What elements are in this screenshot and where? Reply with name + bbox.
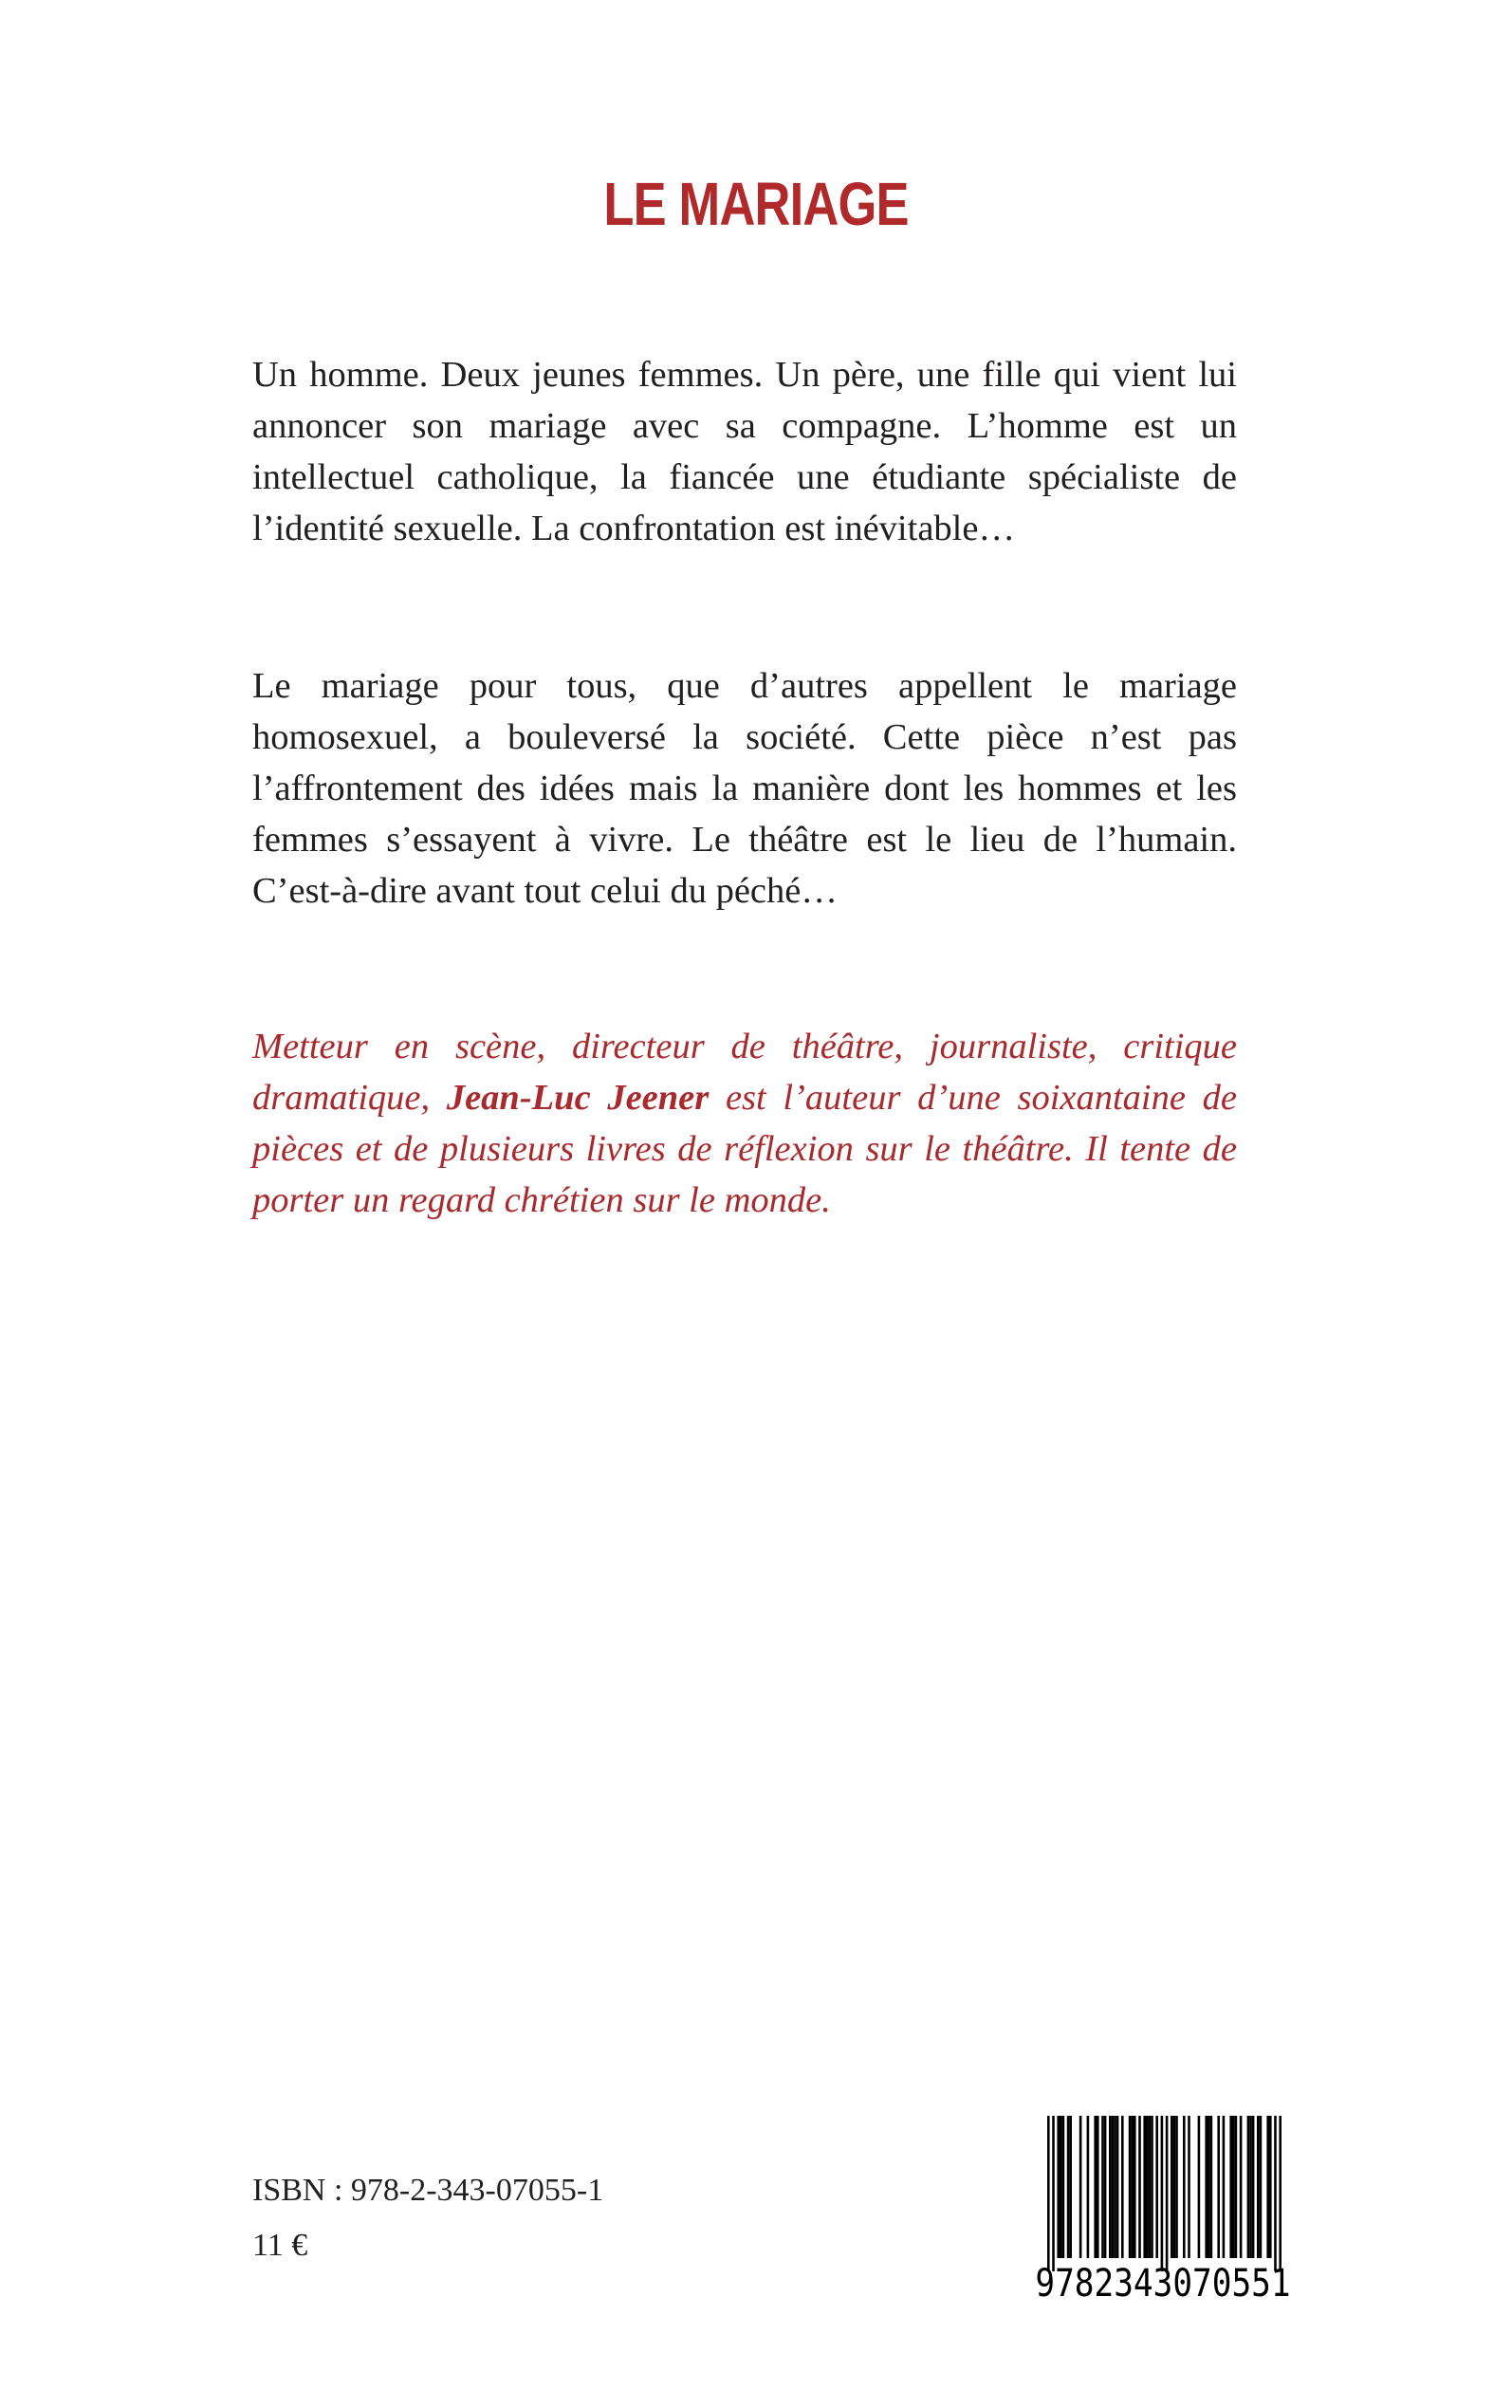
barcode-bar [1208, 2116, 1210, 2258]
barcode-bar [1116, 2116, 1119, 2258]
barcode-bar [1235, 2116, 1238, 2258]
barcode-bar [1229, 2116, 1232, 2258]
barcode-bar [1094, 2116, 1097, 2258]
barcode-bar [1138, 2116, 1141, 2258]
barcode-bar [1173, 2116, 1176, 2258]
barcode-bar [1260, 2116, 1263, 2258]
summary-paragraph-1: Un homme. Deux jeunes femmes. Un père, une fille qui vient lui annoncer son mariage avec sa compagne. L’homme est un intellectuel catholique, la fiancée une étudiante spécialiste de l’identité sexuelle. La confrontation est inévitable… [252, 355, 1237, 548]
book-title: LE MARIAGE [603, 170, 909, 238]
barcode-bar [1149, 2116, 1152, 2258]
barcode-bar [1062, 2116, 1065, 2258]
price: 11 € [252, 2228, 308, 2263]
barcode-bar [1079, 2116, 1082, 2258]
barcode-bar [1060, 2116, 1062, 2258]
barcode-bar [1171, 2116, 1173, 2258]
barcode-bar [1057, 2116, 1060, 2258]
barcode-bar [1161, 2116, 1164, 2271]
barcode-bar [1198, 2116, 1201, 2258]
barcode-bar [1047, 2116, 1050, 2271]
author-bio [252, 1021, 1237, 1226]
barcode-bar [1134, 2116, 1136, 2258]
barcode-bar [1240, 2116, 1243, 2258]
barcode-bar [1274, 2116, 1277, 2271]
barcode-bar [1109, 2116, 1112, 2258]
author-bio-rest: est l’auteur d’une soixantaine de pièces et de plusieurs livres de réflexion sur le théâtre. Il tente de porter un regard chrétien sur le monde. [252, 1078, 1237, 1220]
barcode-bar [1210, 2116, 1213, 2258]
author-name: Jean-Luc Jeener [446, 1078, 710, 1118]
author-bio-intro: Metteur en scène, directeur de théâtre, journaliste, critique dramatique, [252, 1027, 1237, 1118]
summary-paragraph-2: Le mariage pour tous, que d’autres appellent le mariage homosexuel, a bouleversé la société. Cette pièce n’est pas l’affrontement des idées mais la manière dont les hommes et les femmes s’essayent à vivre. Le théâtre est le lieu de l’humain. C’est-à-dire avant tout celui du péché… [252, 666, 1237, 911]
barcode-bar [1183, 2116, 1186, 2258]
barcode-bar [1104, 2116, 1107, 2258]
barcode-bar [1252, 2116, 1255, 2258]
barcode-bar [1097, 2116, 1099, 2258]
barcode-bar [1146, 2116, 1149, 2258]
barcode-bar [1279, 2116, 1282, 2271]
barcode-bar [1121, 2116, 1124, 2258]
barcode-bar [1269, 2116, 1272, 2258]
barcode-bar [1087, 2116, 1090, 2258]
isbn-number: ISBN : 978-2-343-07055-1 [252, 2173, 604, 2208]
barcode-bar [1175, 2116, 1178, 2258]
barcode-bar [1151, 2116, 1153, 2258]
barcode-bar [1166, 2116, 1169, 2271]
barcode-bar [1217, 2116, 1220, 2258]
barcode-bar [1188, 2116, 1190, 2258]
barcode-bar [1052, 2116, 1055, 2271]
barcode-bar [1131, 2116, 1134, 2258]
barcode-bar [1143, 2116, 1146, 2258]
barcode-bar [1067, 2116, 1070, 2258]
barcode-bar [1069, 2116, 1072, 2258]
barcode-digits: 9782343070551 [1035, 2262, 1291, 2306]
barcode-bar [1247, 2116, 1250, 2258]
barcode-bar [1249, 2116, 1252, 2258]
barcode-bar [1232, 2116, 1235, 2258]
barcode-bar [1223, 2116, 1226, 2258]
barcode-bar [1266, 2116, 1269, 2258]
barcode-bar [1257, 2116, 1260, 2258]
barcode-bar [1114, 2116, 1116, 2258]
barcode-bar [1101, 2116, 1104, 2258]
barcode [1013, 2108, 1313, 2311]
barcode-bar [1112, 2116, 1115, 2258]
barcode-bar [1205, 2116, 1208, 2258]
barcode-bar [1129, 2116, 1132, 2258]
barcode-bar [1155, 2116, 1158, 2258]
